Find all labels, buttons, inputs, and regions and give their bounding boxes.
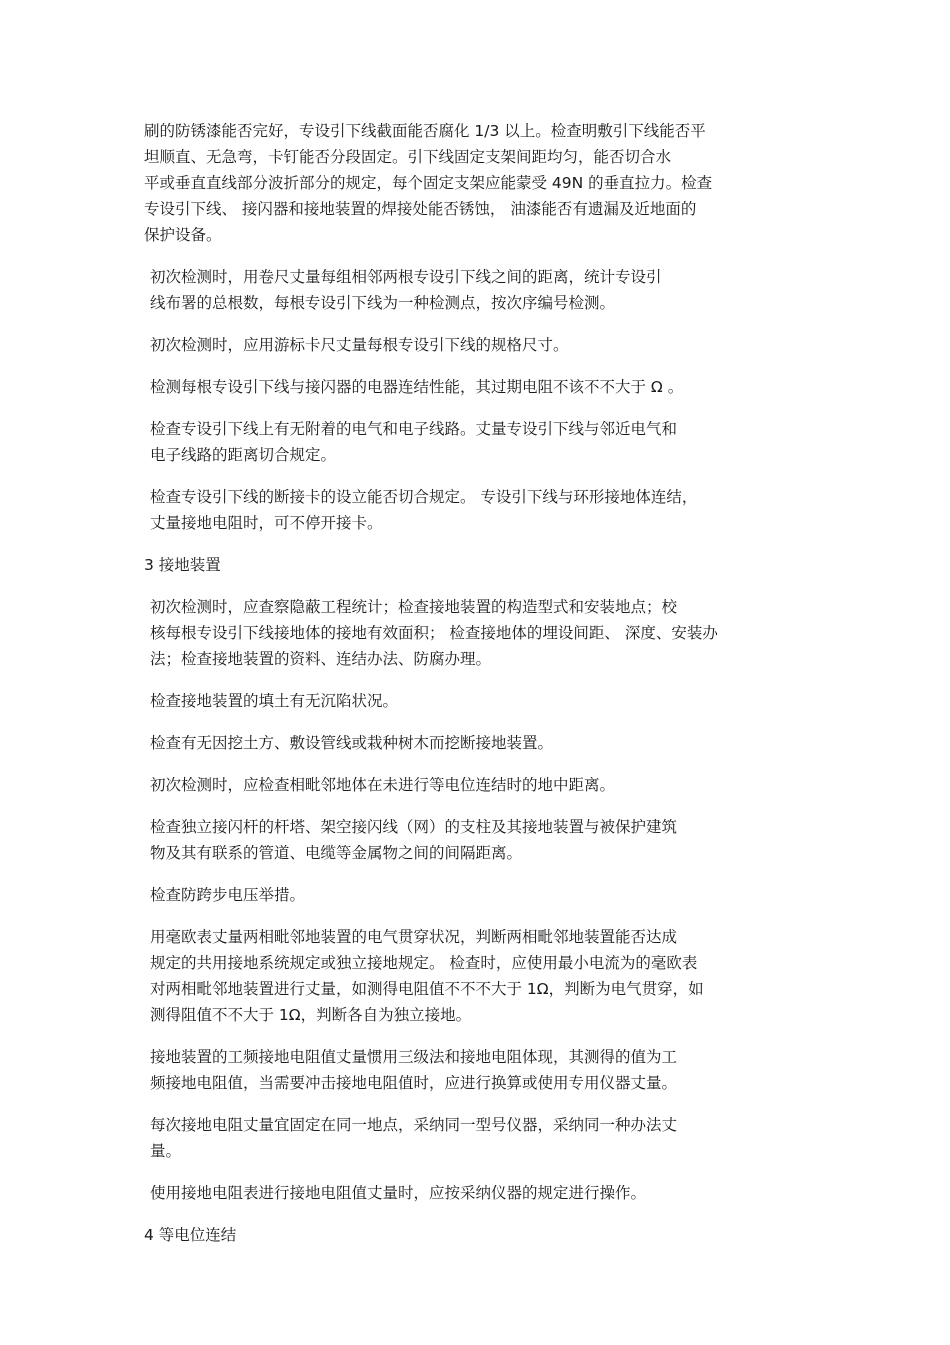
text-line: 测得阻值不不大于 1Ω，判断各自为独立接地。 <box>150 1006 472 1024</box>
text-line: 使用接地电阻表进行接地电阻值丈量时，应按采纳仪器的规定进行操作。 <box>150 1184 647 1202</box>
document-body <box>144 118 814 1264</box>
text-line: 保护设备。 <box>144 226 222 244</box>
paragraph <box>144 332 814 358</box>
text-line: 平或垂直直线部分波折部分的规定，每个固定支架应能蒙受 49N 的垂直拉力。检查 <box>144 174 713 192</box>
text-line: 检查接地装置的填土有无沉陷状况。 <box>150 692 399 710</box>
paragraph <box>144 772 814 798</box>
text-line: 规定的共用接地系统规定或独立接地规定。 检查时，应使用最小电流为的毫欧表 <box>150 954 698 972</box>
paragraph <box>144 730 814 756</box>
paragraph <box>144 594 814 672</box>
paragraph <box>144 882 814 908</box>
paragraph <box>144 924 814 1028</box>
text-line: 电子线路的距离切合规定。 <box>150 446 337 464</box>
text-line: 初次检测时，用卷尺丈量每组相邻两根专设引下线之间的距离，统计专设引 <box>150 268 662 286</box>
text-line: 量。 <box>150 1142 182 1160</box>
paragraph <box>144 814 814 866</box>
text-line: 3 接地装置 <box>144 556 221 574</box>
text-line: 线布署的总根数，每根专设引下线为一种检测点，按次序编号检测。 <box>150 294 616 312</box>
paragraph <box>144 1112 814 1164</box>
text-line: 刷的防锈漆能否完好，专设引下线截面能否腐化 1/3 以上。检查明敷引下线能否平 <box>144 122 706 140</box>
text-line: 丈量接地电阻时，可不停开接卡。 <box>150 514 383 532</box>
text-line: 频接地电阻值，当需要冲击接地电阻值时，应进行换算或使用专用仪器丈量。 <box>150 1074 678 1092</box>
paragraph <box>144 264 814 316</box>
paragraph <box>144 118 814 248</box>
text-line: 法；检查接地装置的资料、连结办法、防腐办理。 <box>150 650 492 668</box>
text-line: 检查专设引下线的断接卡的设立能否切合规定。 专设引下线与环形接地体连结， <box>150 488 698 506</box>
paragraph <box>144 484 814 536</box>
text-line: 物及其有联系的管道、电缆等金属物之间的间隔距离。 <box>150 844 523 862</box>
text-line: 检查防跨步电压举措。 <box>150 886 306 904</box>
text-line: 每次接地电阻丈量宜固定在同一地点，采纳同一型号仪器，采纳同一种办法丈 <box>150 1116 678 1134</box>
text-line: 初次检测时，应查察隐蔽工程统计；检查接地装置的构造型式和安装地点；校 <box>150 598 678 616</box>
paragraph <box>144 1180 814 1206</box>
text-line: 用毫欧表丈量两相毗邻地装置的电气贯穿状况，判断两相毗邻地装置能否达成 <box>150 928 678 946</box>
paragraph <box>144 374 814 400</box>
text-line: 初次检测时，应检查相毗邻地体在未进行等电位连结时的地中距离。 <box>150 776 616 794</box>
paragraph <box>144 688 814 714</box>
text-line: 坦顺直、无急弯，卡钉能否分段固定。引下线固定支架间距均匀，能否切合水 <box>144 148 672 166</box>
text-line: 核每根专设引下线接地体的接地有效面积； 检查接地体的埋设间距、 深度、安装办 <box>150 624 718 642</box>
section-heading <box>144 552 814 578</box>
paragraph <box>144 1044 814 1096</box>
text-line: 对两相毗邻地装置进行丈量，如测得电阻值不不不大于 1Ω，判断为电气贯穿，如 <box>150 980 704 998</box>
text-line: 4 等电位连结 <box>144 1226 237 1244</box>
text-line: 接地装置的工频接地电阻值丈量惯用三级法和接地电阻体现，其测得的值为工 <box>150 1048 678 1066</box>
text-line: 检查独立接闪杆的杆塔、架空接闪线（网）的支柱及其接地装置与被保护建筑 <box>150 818 678 836</box>
text-line: 检查有无因挖土方、敷设管线或栽种树木而挖断接地装置。 <box>150 734 554 752</box>
text-line: 检测每根专设引下线与接闪器的电器连结性能，其过期电阻不该不不大于 Ω 。 <box>150 378 684 396</box>
section-heading <box>144 1222 814 1248</box>
text-line: 专设引下线、 接闪器和接地装置的焊接处能否锈蚀， 油漆能否有遗漏及近地面的 <box>144 200 697 218</box>
text-line: 检查专设引下线上有无附着的电气和电子线路。丈量专设引下线与邻近电气和 <box>150 420 678 438</box>
paragraph <box>144 416 814 468</box>
text-line: 初次检测时，应用游标卡尺丈量每根专设引下线的规格尺寸。 <box>150 336 569 354</box>
